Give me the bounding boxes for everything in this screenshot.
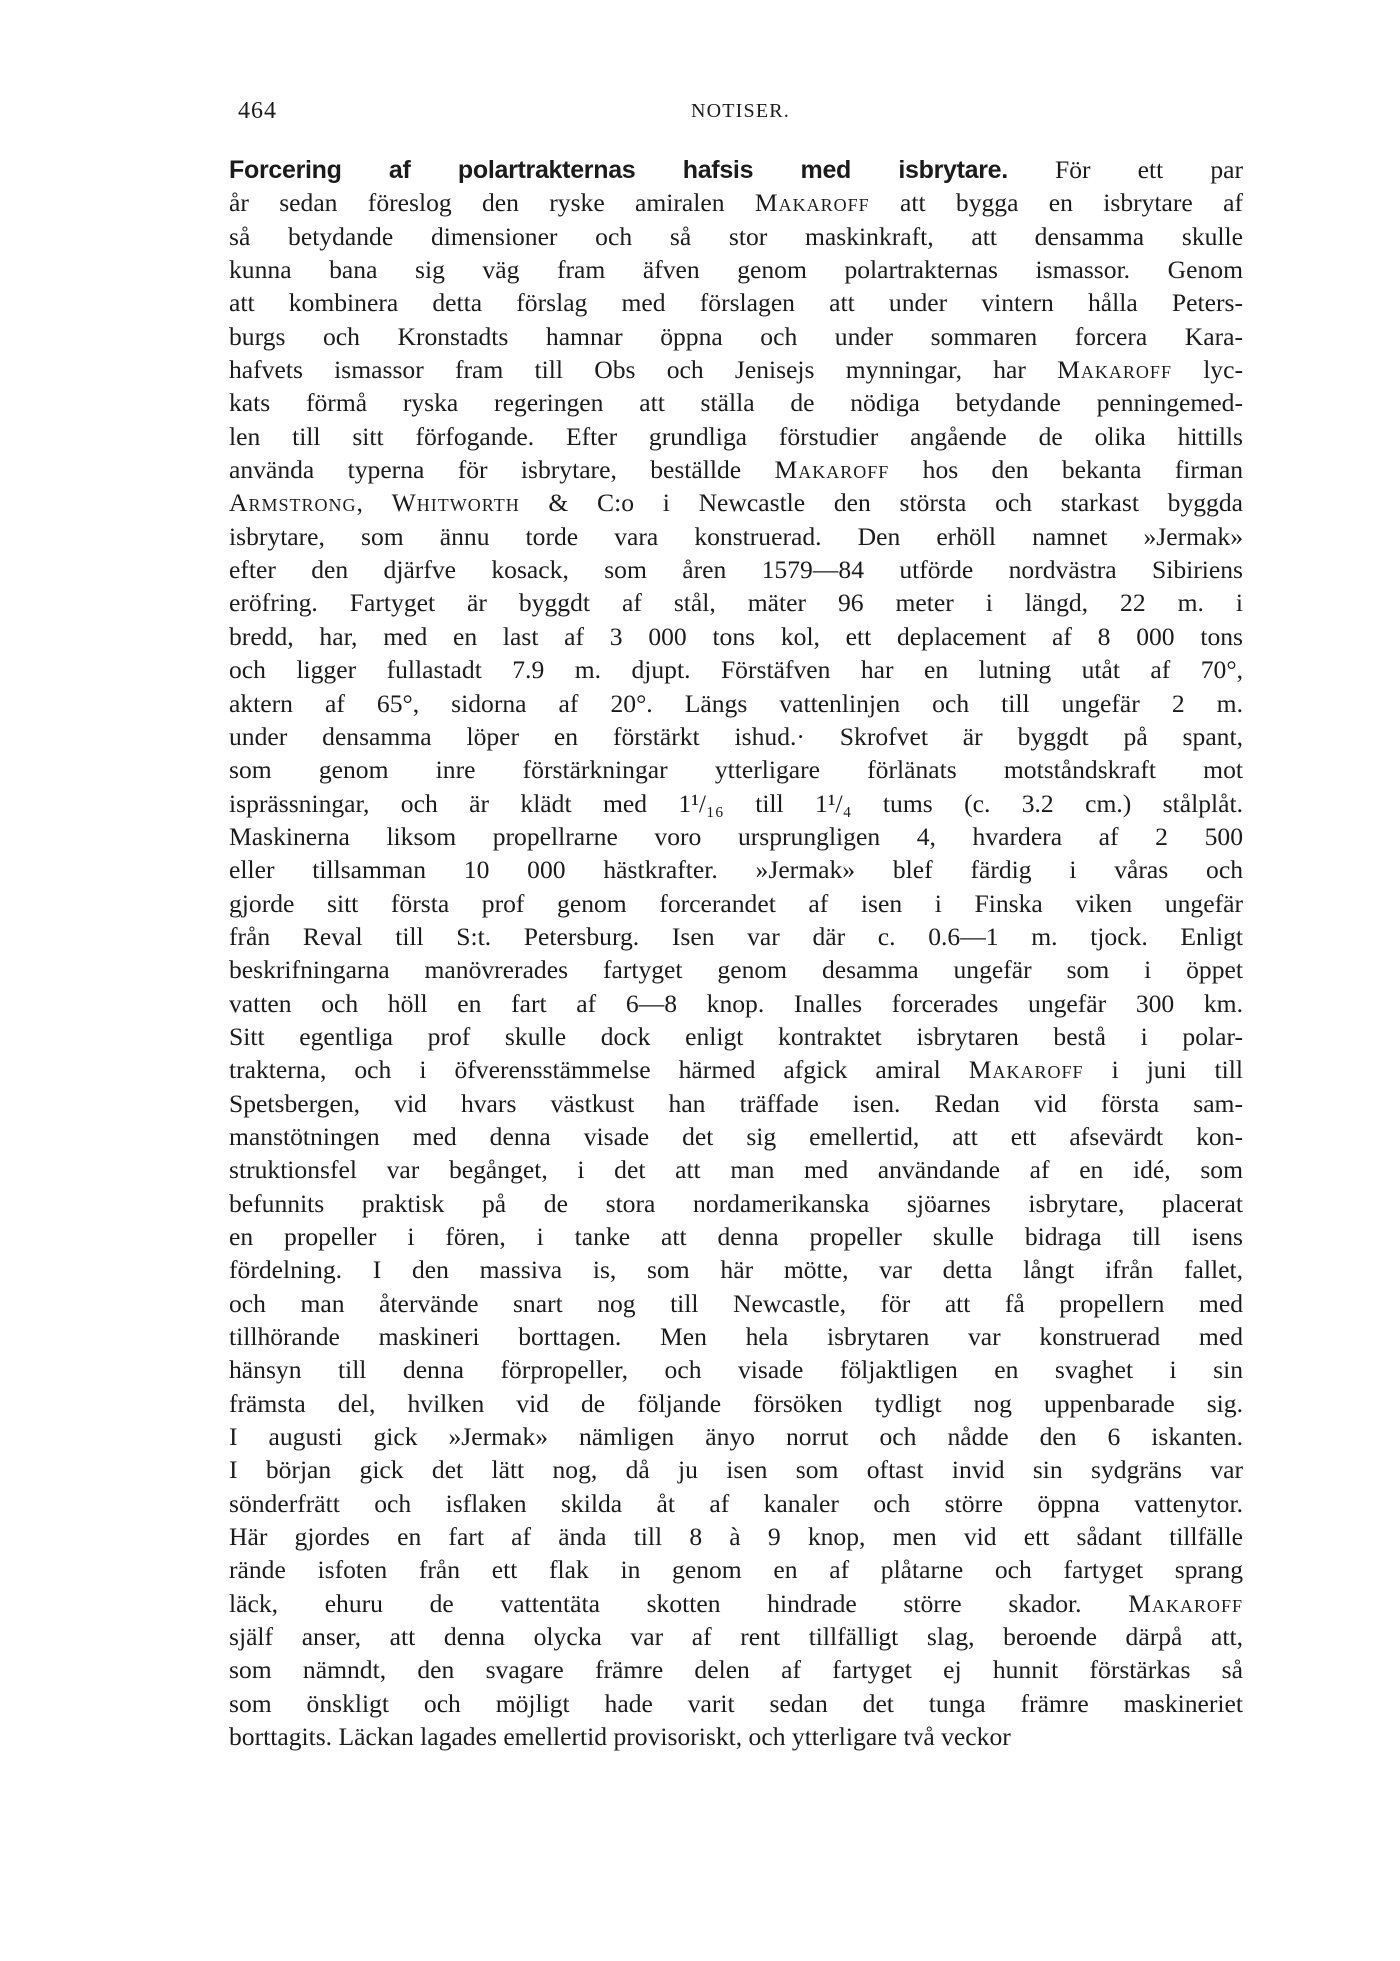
text-run: läck, ehuru de vattentäta skotten hindrade större skador.	[229, 1588, 1129, 1618]
text-run: Sitt egentliga prof skulle dock enligt kontraktet isbrytaren bestå i polar-	[229, 1021, 1243, 1051]
name-smallcaps: Makaroff	[754, 188, 870, 218]
text-line	[229, 1487, 1243, 1520]
text-line	[229, 1120, 1243, 1153]
text-line	[229, 586, 1243, 619]
text-run: sönderfrätt och isflaken skilda åt af kanaler och större öppna vattenytor.	[229, 1488, 1243, 1518]
page-number: 464	[238, 98, 277, 124]
text-run: vatten och höll en fart af 6—8 knop. Inalles forcerades ungefär 300 km.	[229, 988, 1243, 1018]
text-line	[229, 787, 1243, 820]
text-run: så betydande dimensioner och så stor maskinkraft, att densamma skulle	[229, 221, 1243, 251]
text-run: från Reval till S:t. Petersburg. Isen var där c. 0.6—1 m. tjock. Enligt	[229, 921, 1243, 951]
text-line	[229, 920, 1243, 953]
text-run: en propeller i fören, i tanke att denna propeller skulle bidraga till isens	[229, 1222, 1243, 1251]
name-smallcaps: Armstrong	[229, 488, 357, 518]
name-smallcaps: Makaroff	[1057, 355, 1172, 385]
text-line	[229, 953, 1243, 986]
text-run: rände isfoten från ett flak in genom en af plåtarne och fartyget sprang	[229, 1555, 1243, 1585]
text-line	[229, 987, 1243, 1020]
text-run: att kombinera detta förslag med förslagen att under vintern hålla Peters-	[229, 288, 1243, 318]
text-run: eller tillsamman 10 000 hästkrafter. »Jermak» blef färdig i våras och	[229, 855, 1243, 885]
text-line	[229, 486, 1243, 519]
text-line	[229, 1587, 1243, 1620]
text-run: att bygga en isbrytare af	[869, 188, 1243, 218]
text-run: borttagits. Läckan lagades emellertid provisoriskt, och ytterligare två veckor	[229, 1722, 1011, 1752]
text-line	[229, 687, 1243, 720]
text-run: Spetsbergen, vid hvars västkust han träffade isen. Redan vid första sam-	[229, 1088, 1243, 1118]
text-run: fördelning. I den massiva is, som här mötte, var detta långt ifrån fallet,	[229, 1255, 1243, 1285]
text-run: tillhörande maskineri borttagen. Men hela isbrytaren var konstruerad med	[229, 1322, 1243, 1352]
text-line	[229, 1087, 1243, 1120]
text-line	[229, 1720, 1243, 1753]
text-run: som nämndt, den svagare främre delen af fartyget ej hunnit förstärkas så	[229, 1655, 1243, 1685]
text-run: bredd, har, med en last af 3 000 tons kol, ett deplacement af 8 000 tons	[229, 621, 1243, 651]
text-run: I augusti gick »Jermak» nämligen änyo norrut och nådde den 6 iskanten.	[229, 1422, 1243, 1452]
text-run: som önskligt och möjligt hade varit sedan det tunga främre maskineriet	[229, 1688, 1243, 1718]
text-run: i juni till	[1083, 1055, 1243, 1085]
article-body	[229, 153, 1243, 1754]
text-run: Här gjordes en fart af ända till 8 à 9 knop, men vid ett sådant tillfälle	[229, 1522, 1243, 1552]
name-smallcaps: Makaroff	[774, 455, 890, 485]
text-run: och man återvände snart nog till Newcastle, för att få propellern med	[229, 1288, 1243, 1318]
text-line	[229, 1320, 1243, 1353]
text-line	[229, 253, 1243, 286]
text-line	[229, 420, 1243, 453]
text-line	[229, 620, 1243, 653]
text-run: beskrifningarna manövrerades fartyget genom desamma ungefär som i öppet	[229, 955, 1243, 985]
text-line	[229, 1687, 1243, 1720]
text-line	[229, 520, 1243, 553]
text-run: isbrytare, som ännu torde vara konstruerad. Den erhöll namnet »Jermak»	[229, 521, 1243, 551]
text-run: I början gick det lätt nog, då ju isen som oftast invid sin sydgräns var	[229, 1455, 1243, 1485]
text-line	[229, 1453, 1243, 1486]
text-line	[229, 1220, 1243, 1253]
text-line	[229, 653, 1243, 686]
text-line	[229, 1153, 1243, 1186]
text-line	[229, 887, 1243, 920]
text-line	[229, 1353, 1243, 1386]
running-head	[238, 96, 1243, 126]
text-line	[229, 1187, 1243, 1220]
text-run: ,	[356, 488, 392, 518]
text-line	[229, 1620, 1243, 1653]
text-line	[229, 153, 1243, 186]
text-line	[229, 1520, 1243, 1553]
text-run: använda typerna för isbrytare, beställde	[229, 455, 775, 485]
text-line	[229, 720, 1243, 753]
name-smallcaps: Makaroff	[968, 1055, 1084, 1085]
text-run: len till sitt förfogande. Efter grundliga förstudier angående de olika hittills	[229, 421, 1243, 451]
text-run: hos den bekanta firman	[889, 455, 1244, 485]
text-run: lyc-	[1171, 355, 1243, 385]
text-run: Maskinerna liksom propellrarne voro ursprungligen 4, hvardera af 2 500	[229, 821, 1243, 851]
text-line	[229, 820, 1243, 853]
text-run: år sedan föreslog den ryske amiralen	[229, 188, 755, 218]
text-run: burgs och Kronstadts hamnar öppna och under sommaren forcera Kara-	[229, 321, 1243, 351]
name-smallcaps: Whitworth	[391, 488, 520, 518]
text-run: själf anser, att denna olycka var af rent tillfälligt slag, beroende därpå att,	[229, 1622, 1243, 1652]
text-run: trakterna, och i öfverensstämmelse härmed afgick amiral	[229, 1055, 969, 1085]
text-run: struktionsfel var begånget, i det att man med användande af en idé, som	[229, 1155, 1243, 1185]
text-line	[229, 220, 1243, 253]
text-run: under densamma löper en förstärkt ishud.· Skrofvet är byggdt på spant,	[229, 721, 1243, 751]
text-line	[229, 553, 1243, 586]
text-line	[229, 853, 1243, 886]
text-line	[229, 1420, 1243, 1453]
name-smallcaps: Makaroff	[1128, 1588, 1243, 1618]
text-line	[229, 453, 1243, 486]
text-line	[229, 1653, 1243, 1686]
text-run: efter den djärfve kosack, som åren 1579—84 utförde nordvästra Sibiriens	[229, 555, 1243, 585]
text-line	[229, 353, 1243, 386]
text-run: hafvets ismassor fram till Obs och Jenisejs mynningar, har	[229, 355, 1058, 385]
text-line	[229, 1053, 1243, 1086]
text-run: och ligger fullastadt 7.9 m. djupt. Förstäfven har en lutning utåt af 70°,	[229, 655, 1243, 685]
text-line	[229, 1387, 1243, 1420]
text-run: befunnits praktisk på de stora nordamerikanska sjöarnes isbrytare, placerat	[229, 1188, 1243, 1218]
text-line	[229, 186, 1243, 219]
text-run: främsta del, hvilken vid de följande försöken tydligt nog uppenbarade sig.	[229, 1388, 1243, 1418]
text-line	[229, 1253, 1243, 1286]
text-run: kunna bana sig väg fram äfven genom polartrakternas ismassor. Genom	[229, 255, 1243, 285]
text-run: manstötningen med denna visade det sig emellertid, att ett afsevärdt kon-	[229, 1121, 1243, 1151]
text-run: hänsyn till denna förpropeller, och visade följaktligen en svaghet i sin	[229, 1355, 1243, 1385]
text-line	[229, 286, 1243, 319]
text-line	[229, 1287, 1243, 1320]
text-line	[229, 1020, 1243, 1053]
text-line	[229, 386, 1243, 419]
text-line	[229, 1553, 1243, 1586]
text-run: kats förmå ryska regeringen att ställa de nödiga betydande penningemed-	[229, 388, 1243, 418]
text-line	[229, 320, 1243, 353]
text-run: & C:o i Newcastle den största och starkast byggda	[519, 488, 1243, 518]
article-heading: Forcering af polartrakternas hafsis med isbrytare.	[229, 156, 1008, 184]
text-run: isprässningar, och är klädt med 1¹/₁₆ till 1¹/₄ tums (c. 3.2 cm.) stålplåt.	[229, 788, 1243, 818]
text-run: aktern af 65°, sidorna af 20°. Längs vattenlinjen och till ungefär 2 m.	[229, 688, 1243, 718]
text-run: eröfring. Fartyget är byggdt af stål, mäter 96 meter i längd, 22 m. i	[229, 588, 1243, 618]
text-run: gjorde sitt första prof genom forcerandet af isen i Finska viken ungefär	[229, 888, 1243, 918]
section-title: NOTISER.	[690, 100, 791, 122]
text-line	[229, 753, 1243, 786]
text-run: För ett par	[1055, 155, 1243, 184]
text-run: som genom inre förstärkningar ytterligare förlänats motståndskraft mot	[229, 755, 1243, 785]
